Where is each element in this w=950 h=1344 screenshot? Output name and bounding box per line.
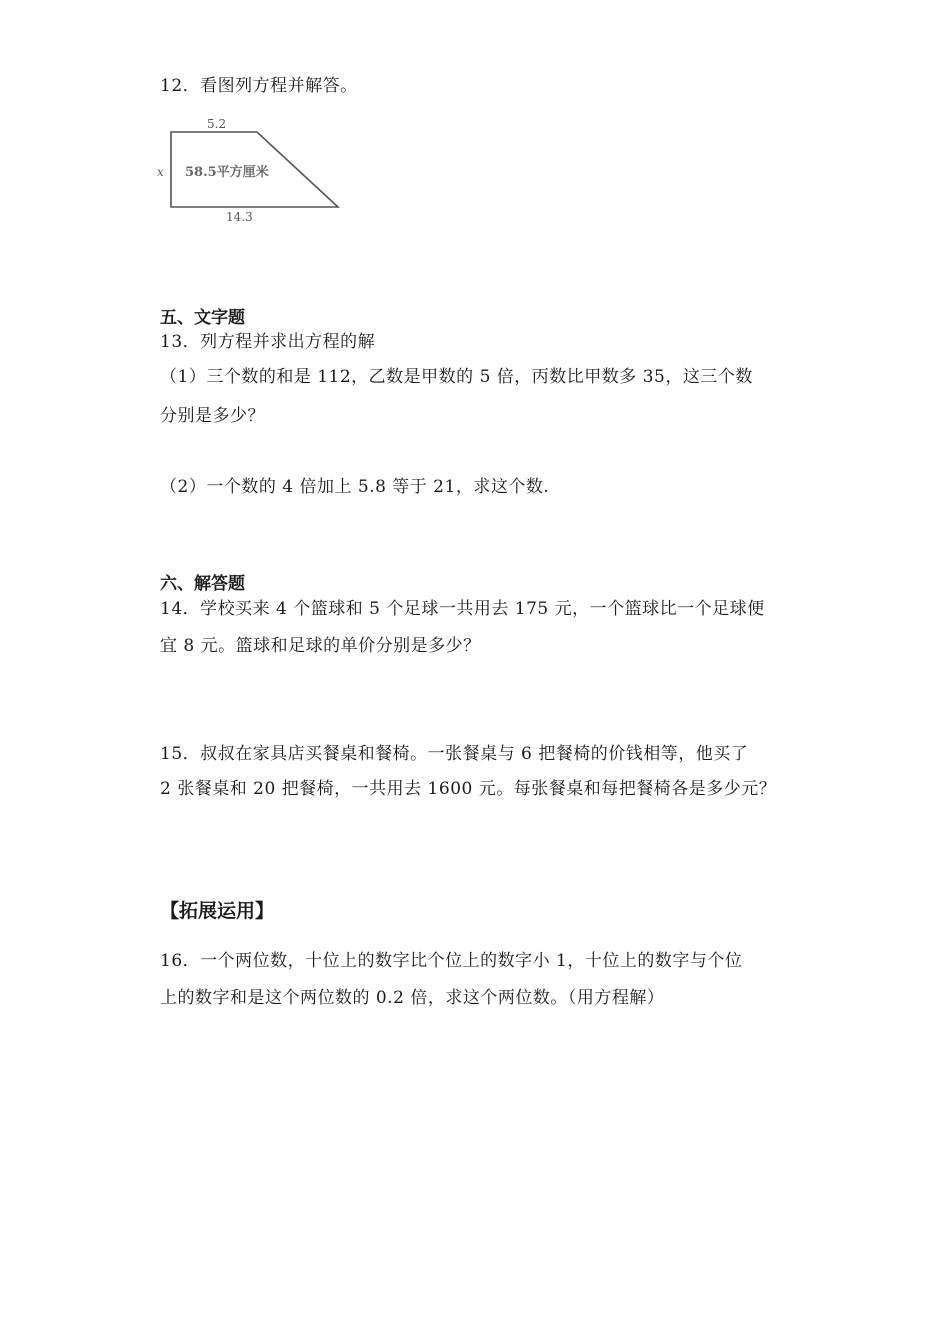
trapezoid-figure	[155, 112, 355, 232]
question-15-line1: 15．叔叔在家具店买餐桌和餐椅。一张餐桌与 6 把餐椅的价钱相等，他买了	[160, 744, 749, 764]
question-14-line2: 宜 8 元。篮球和足球的单价分别是多少？	[160, 636, 481, 656]
question-13-part1-line2: 分别是多少？	[160, 406, 265, 426]
question-13-part1-line1: （1）三个数的和是 112，乙数是甲数的 5 倍，丙数比甲数多 35，这三个数	[160, 367, 753, 387]
section-5-title: 五、文字题	[160, 308, 245, 328]
question-16-line1: 16．一个两位数，十位上的数字比个位上的数字小 1，十位上的数字与个位	[160, 951, 743, 971]
question-13-text: 13．列方程并求出方程的解	[160, 332, 376, 352]
trapezoid-bottom-label: 14.3	[226, 210, 253, 224]
question-15-line2: 2 张餐桌和 20 把餐椅，一共用去 1600 元。每张餐桌和每把餐椅各是多少元？	[160, 779, 777, 799]
question-14-line1: 14．学校买来 4 个篮球和 5 个足球一共用去 175 元，一个篮球比一个足球便	[160, 599, 765, 619]
extension-title: 【拓展运用】	[160, 900, 275, 922]
trapezoid-top-label: 5.2	[207, 117, 227, 131]
trapezoid-side-label: x	[157, 165, 164, 179]
question-12-text: 12．看图列方程并解答。	[160, 76, 358, 96]
question-16-line2: 上的数字和是这个两位数的 0.2 倍，求这个两位数。（用方程解）	[160, 988, 665, 1008]
question-13-part2: （2）一个数的 4 倍加上 5.8 等于 21，求这个数.	[160, 477, 550, 497]
section-6-title: 六、解答题	[160, 574, 245, 594]
trapezoid-area-label: 58.5平方厘米	[185, 165, 269, 180]
trapezoid-diagram	[155, 112, 355, 232]
